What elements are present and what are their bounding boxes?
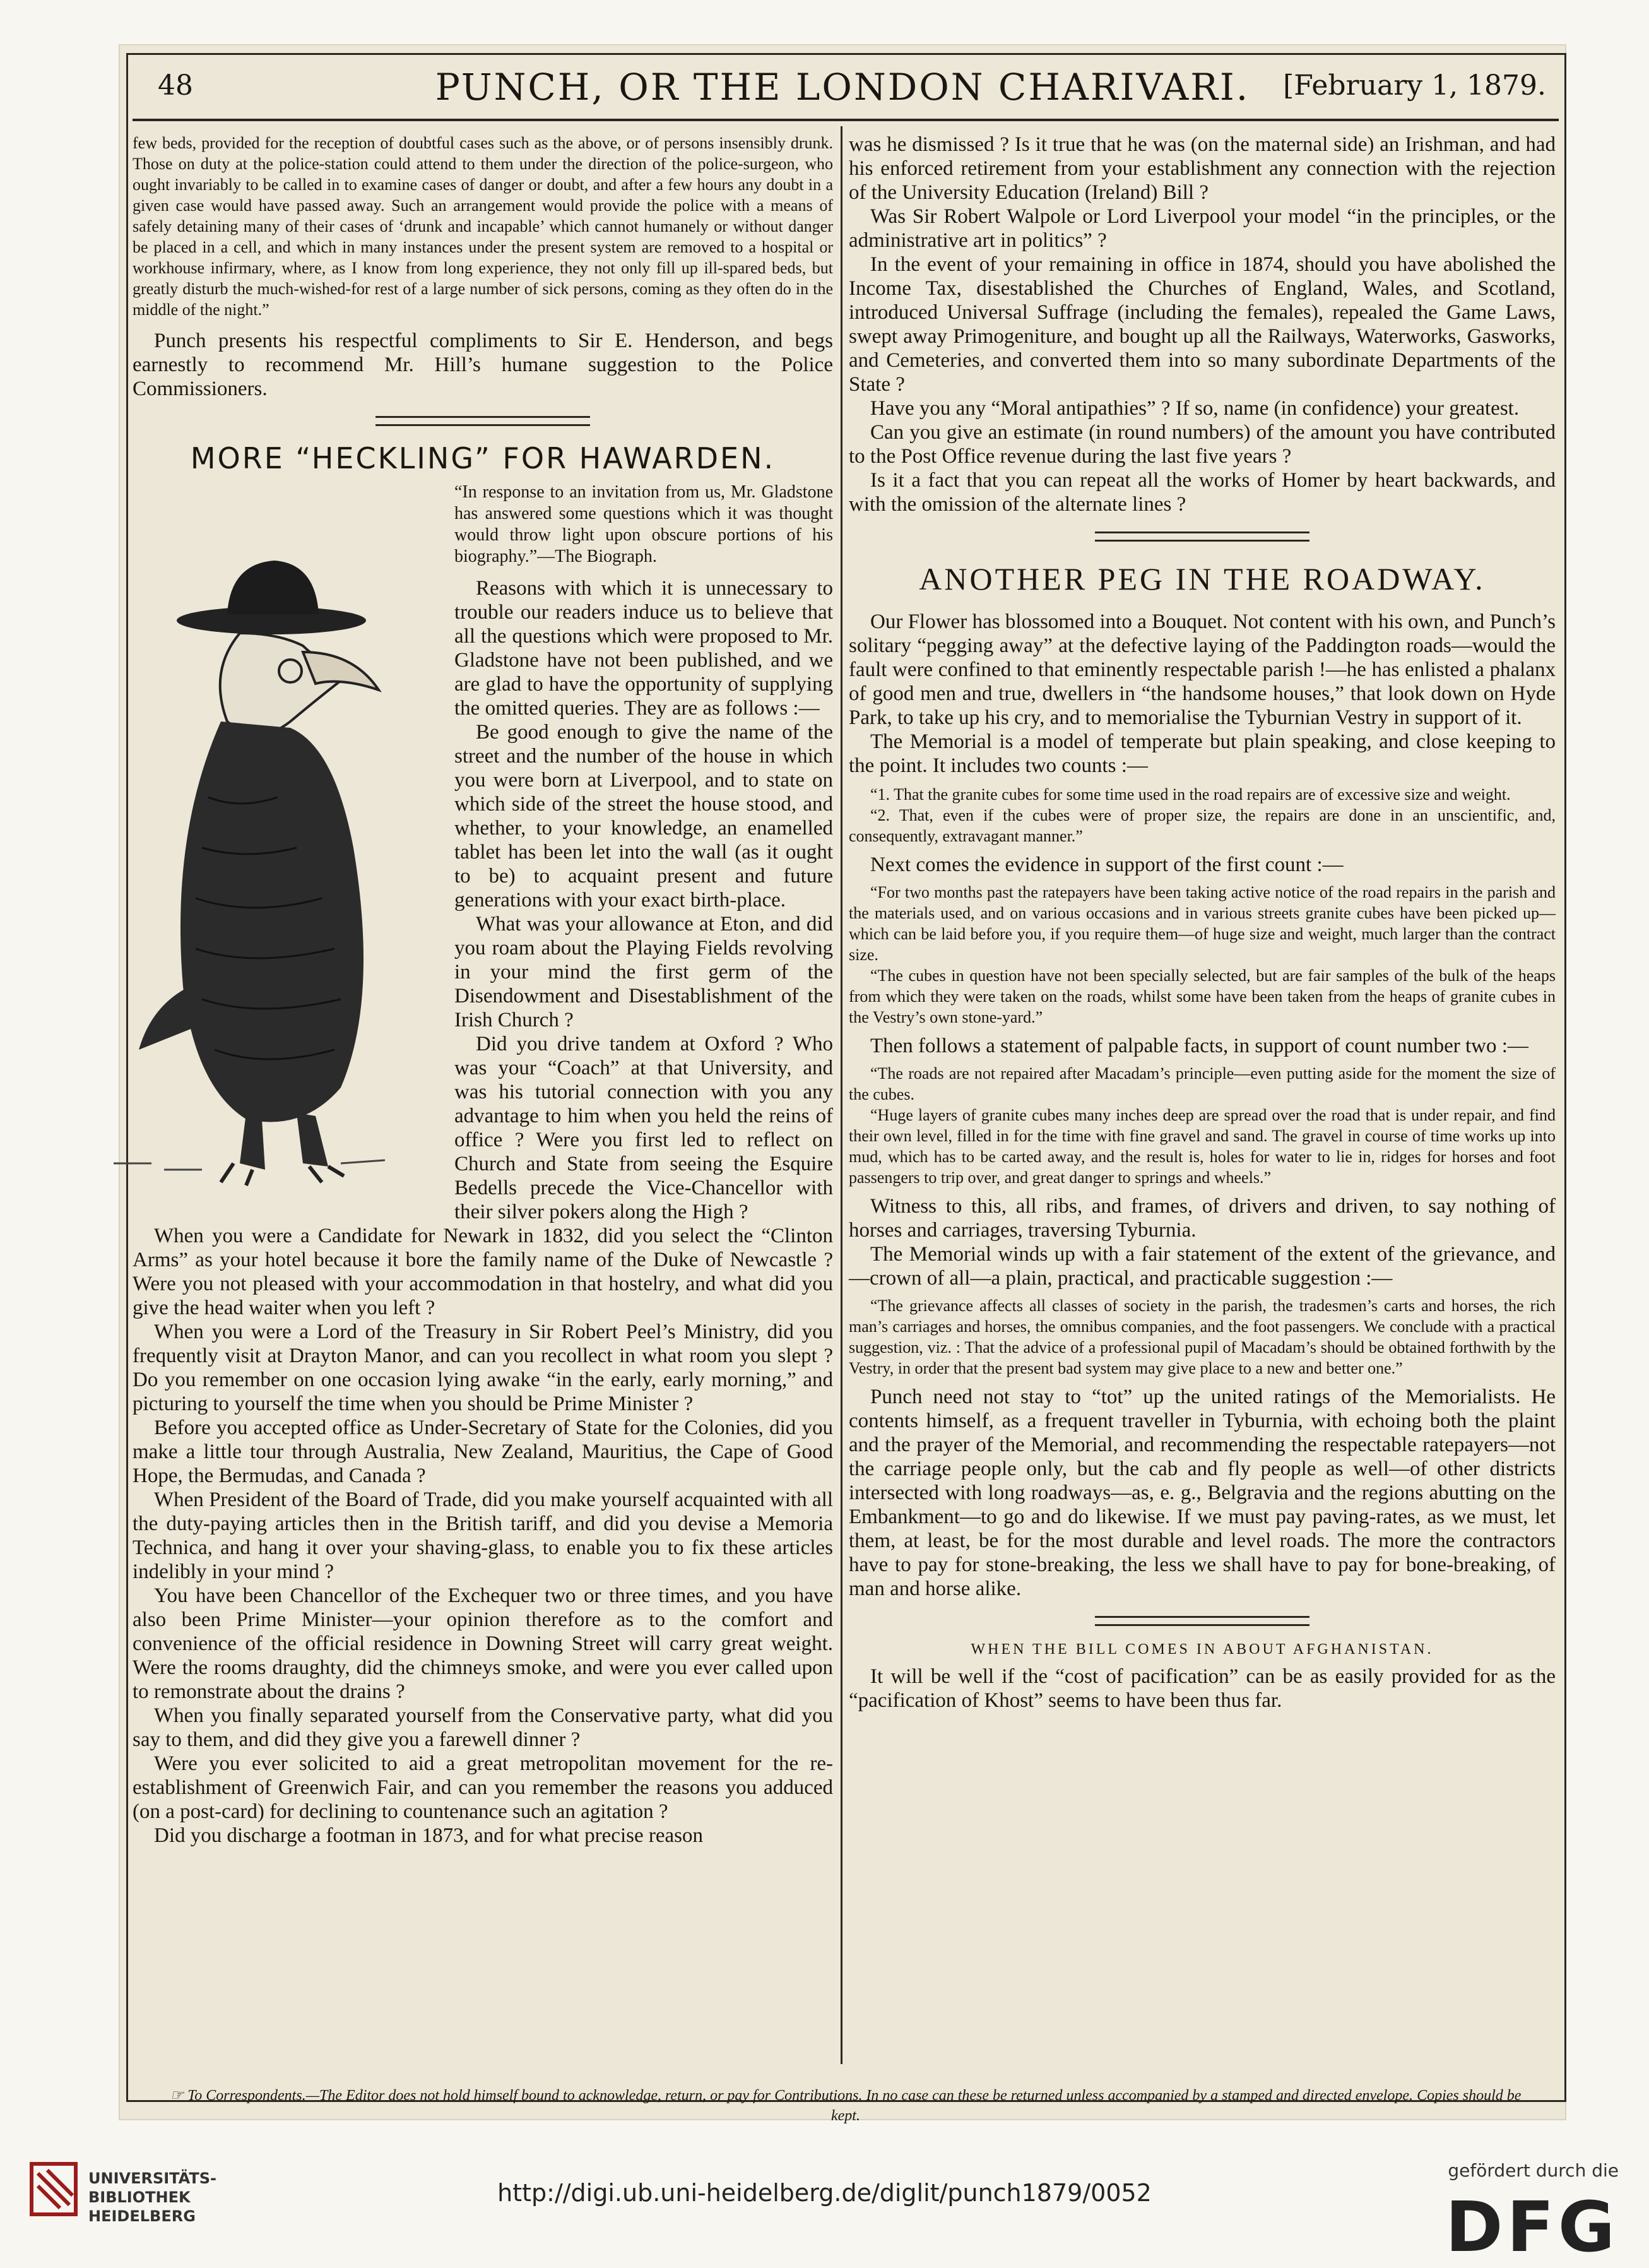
- article-heading: WHEN THE BILL COMES IN ABOUT AFGHANISTAN.: [971, 1641, 1434, 1658]
- page-number: 48: [158, 69, 193, 102]
- memorial-quote: “The grievance affects all classes of society in the parish, the tradesmen’s carts and horses, the rich man’s carriages and horses, the omnibus companies, and the foot passengers. We conclude with a practical suggestion, viz. : That the advice of a professional pupil of Macadam’s should be obtained forthwith by the Vestry, in order that the present bad system may give place to a new and better one.”: [849, 1297, 1556, 1377]
- article-paragraph: What was your allowance at Eton, and did you roam about the Playing Fields revolving in your mind the first germ of the Disendowment and Disestablishment of the Irish Church ?: [454, 913, 833, 1031]
- article-paragraph: Before you accepted office as Under-Secretary of State for the Colonies, did you make a little tour through Australia, New Zealand, Mauritius, the Cape of Good Hope, the Bermudas, and Canada ?: [133, 1416, 833, 1487]
- article-paragraph: Were you ever solicited to aid a great metropolitan movement for the re-establishment of Greenwich Fair, and can you remember the reasons you adduced (on a post-card) for declining to countenance such an agitation ?: [133, 1752, 833, 1823]
- memorial-quote: “1. That the granite cubes for some time used in the road repairs are of excessive size and weight.: [870, 785, 1511, 804]
- dfg-logo: DFG: [1445, 2187, 1619, 2267]
- article-paragraph: Have you any “Moral antipathies” ? If so, name (in confidence) your greatest.: [870, 397, 1520, 420]
- memorial-quote: “2. That, even if the cubes were of proper size, the repairs are done in an unscientific, and, consequently, extravagant manner.”: [849, 806, 1556, 845]
- article-paragraph: was he dismissed ? Is it true that he was (on the maternal side) an Irishman, and had his enforced retirement from your establishment any connection with the rejection of the University Education (Ireland) Bill ?: [849, 133, 1556, 204]
- article-paragraph: When you finally separated yourself from the Conservative party, what did you say to them, and did they give you a farewell dinner ?: [133, 1704, 833, 1751]
- article-paragraph: Witness to this, all ribs, and frames, of drivers and driven, to say nothing of horses and carriages, traversing Tyburnia.: [849, 1195, 1556, 1242]
- right-column: [849, 133, 1556, 1713]
- article-paragraph: Punch presents his respectful compliments to Sir E. Henderson, and begs earnestly to recommend Mr. Hill’s humane suggestion to the Police Commissioners.: [133, 330, 833, 400]
- article-paragraph: In the event of your remaining in office in 1874, should you have abolished the Income Tax, disestablished the Churches of England, Wales, and Scotland, introduced Universal Suffrage (including the females), repealed the Game Laws, swept away Primogeniture, and bought up all the Railways, Waterworks, Gasworks, and Cemeteries, and converted them into so many subordinate Departments of the State ?: [849, 253, 1556, 396]
- library-name-line: HEIDELBERG: [88, 2207, 196, 2225]
- article-paragraph: It will be well if the “cost of pacification” can be as easily provided for as the “pacification of Khost” seems to have been thus far.: [849, 1665, 1556, 1712]
- article-paragraph: Our Flower has blossomed into a Bouquet. Not content with his own, and Punch’s solitary “pegging away” at the defective laying of the Paddington roads—would the fault were confined to that eminently respectable parish !—he has enlisted a phalanx of good men and true, dwellers in “the handsome houses,” that look down on Hyde Park, to take up his cry, and to memorialise the Tyburnian Vestry in support of it.: [849, 610, 1556, 729]
- article-intro-quote: “In response to an invitation from us, Mr. Gladstone has answered some questions which it was thought would throw light upon obscure portions of his biography.”—The Biograph.: [454, 482, 833, 566]
- column-divider: [841, 126, 842, 2064]
- article-paragraph: Be good enough to give the name of the street and the number of the house in which you were born at Liverpool, and to state on which side of the street the house stood, and whether, to your knowledge, an enamelled tablet has been let into the wall (as it ought to be) to acquaint present and future generations with your exact birth-place.: [454, 721, 833, 911]
- article-paragraph: When you were a Lord of the Treasury in Sir Robert Peel’s Ministry, did you frequently visit at Drayton Manor, and can you recollect in what room you slept ? Do you remember on one occasion lying awake “in the early, early morning,” and picturing to yourself the time when you should be Prime Minister ?: [133, 1321, 833, 1415]
- dfg-caption: gefördert durch die: [1448, 2160, 1619, 2181]
- article-paragraph: Is it a fact that you can repeat all the works of Homer by heart backwards, and with the omission of the alternate lines ?: [849, 469, 1556, 516]
- section-divider: [1095, 1616, 1309, 1626]
- library-footer-bar: [0, 2152, 1649, 2268]
- article-heading: MORE “HECKLING” FOR HAWARDEN.: [190, 441, 776, 475]
- memorial-quote: “For two months past the ratepayers have been taking active notice of the road repairs in the parish and the materials used, and on various occasions and in various streets granite cubes have been picked up—which can be laid before you, if you require them—of huge size and weight, much larger than the contract size.: [849, 883, 1556, 964]
- article-paragraph: Next comes the evidence in support of the first count :—: [870, 853, 1344, 876]
- article-paragraph: The Memorial is a model of temperate but plain speaking, and close keeping to the point. It includes two counts :—: [849, 730, 1556, 777]
- article-paragraph: When President of the Board of Trade, did you make yourself acquainted with all the duty-paying articles then in the British tariff, and did you devise a Memoria Technica, and hang it over your shaving-glass, to enable you to fix these articles indelibly in your mind ?: [133, 1488, 833, 1583]
- article-paragraph: The Memorial winds up with a fair statement of the extent of the grievance, and—crown of all—a plain, practical, and practicable suggestion :—: [849, 1243, 1556, 1290]
- article-paragraph: few beds, provided for the reception of doubtful cases such as the above, or of persons insensibly drunk. Those on duty at the police-station could attend to them under the direction of the police-surgeon, who ought invariably to be called in to examine cases of danger or doubt, and after a few hours any doubt in a given case would have passed away. Such an arrangement would provide the police with a means of safely detaining many of their cases of ‘drunk and incapable’ which cannot humanely or without danger be placed in a cell, and which in many instances under the present system are removed to a hospital or workhouse infirmary, where, as I know from long experience, they not only fill up ill-spared beds, but greatly disturb the much-wished-for rest of a large number of sick persons, coming as they often do in the middle of the night.”: [133, 134, 833, 319]
- article-paragraph: Did you drive tandem at Oxford ? Who was your “Coach” at that University, and was his tutorial connection with you any advantage to him when you held the reins of office ? Were you first led to reflect on Church and State from seeing the Esquire Bedells precede the Vice-Chancellor with their silver pokers along the High ?: [454, 1033, 833, 1223]
- source-url-link[interactable]: http://digi.ub.uni-heidelberg.de/diglit/punch1879/0052: [497, 2179, 1152, 2207]
- article-paragraph: Then follows a statement of palpable facts, in support of count number two :—: [870, 1035, 1528, 1057]
- header-rule: [133, 119, 1559, 121]
- section-divider: [375, 416, 590, 426]
- correspondents-note: ☞ To Correspondents.—The Editor does not hold himself bound to acknowledge, return, or pay for Contributions. In no case can these be returned unless accompanied by a stamped and directed envelope. Copies should be kept.: [170, 2087, 1522, 2124]
- article-paragraph: When you were a Candidate for Newark in 1832, did you select the “Clinton Arms” as your hotel because it bore the family name of the Duke of Newcastle ? Were you not pleased with your accommodation in that hostelry, and what did you give the head waiter when you left ?: [133, 1225, 833, 1319]
- memorial-quote: “The cubes in question have not been specially selected, but are fair samples of the bulk of the heaps from which they were taken on the roads, whilst some have been taken from the heaps of granite cubes in the Vestry’s own stone-yard.”: [849, 966, 1556, 1026]
- memorial-quote: “Huge layers of granite cubes many inches deep are spread over the road that is under repair, and find their own level, filled in for the time with fine gravel and sand. The gravel in course of time works up into mud, which has to be carted away, and the result is, holes for water to lie in, ridges for horses and foot passengers to trip over, and great danger to springs and wheels.”: [849, 1106, 1556, 1187]
- memorial-quote: “The roads are not repaired after Macadam’s principle—even putting aside for the moment the size of the cubes.: [849, 1064, 1556, 1103]
- article-paragraph: You have been Chancellor of the Exchequer two or three times, and you have also been Prime Minister—your opinion therefore as to the comfort and convenience of the official residence in Downing Street will carry great weight. Were the rooms draughty, did the chimneys smoke, and were you ever called upon to remonstrate about the drains ?: [133, 1584, 833, 1703]
- cartoon-illustration: [114, 482, 442, 1201]
- section-divider: [1095, 531, 1309, 542]
- article-paragraph: Was Sir Robert Walpole or Lord Liverpool your model “in the principles, or the administrative art in politics” ?: [849, 205, 1556, 252]
- article-heading: ANOTHER PEG IN THE ROADWAY.: [919, 561, 1486, 597]
- left-column: [133, 133, 833, 1848]
- library-name-line: UNIVERSITÄTS-: [88, 2170, 217, 2187]
- masthead-title: PUNCH, OR THE LONDON CHARIVARI.: [435, 66, 1250, 109]
- article-paragraph: Did you discharge a footman in 1873, and for what precise reason: [154, 1824, 703, 1847]
- page-header: [133, 63, 1552, 120]
- library-name-line: BIBLIOTHEK: [88, 2188, 191, 2206]
- article-paragraph: Can you give an estimate (in round numbers) of the amount you have contributed to the Post Office revenue during the last five years ?: [849, 421, 1556, 468]
- article-paragraph: Reasons with which it is unnecessary to trouble our readers induce us to believe that all the questions which were proposed to Mr. Gladstone have not been published, and we are glad to have the opportunity of supplying the omitted queries. They are as follows :—: [454, 577, 833, 720]
- issue-date: [February 1, 1879.: [1283, 69, 1546, 102]
- article-paragraph: Punch need not stay to “tot” up the united ratings of the Memorialists. He contents himself, as a frequent traveller in Tyburnia, with echoing both the plaint and the prayer of the Memorial, and recommending the respectable ratepayers—not the carriage people only, but the cab and fly people as well—of other districts intersected with long roadways—as, e. g., Belgravia and the regions abutting on the Embankment—to go and do likewise. If we must pay paving-rates, as we must, let them, at least, be for the most durable and level roads. The more the contractors have to pay for stone-breaking, the less we shall have to pay for bone-breaking, of man and horse alike.: [849, 1386, 1556, 1600]
